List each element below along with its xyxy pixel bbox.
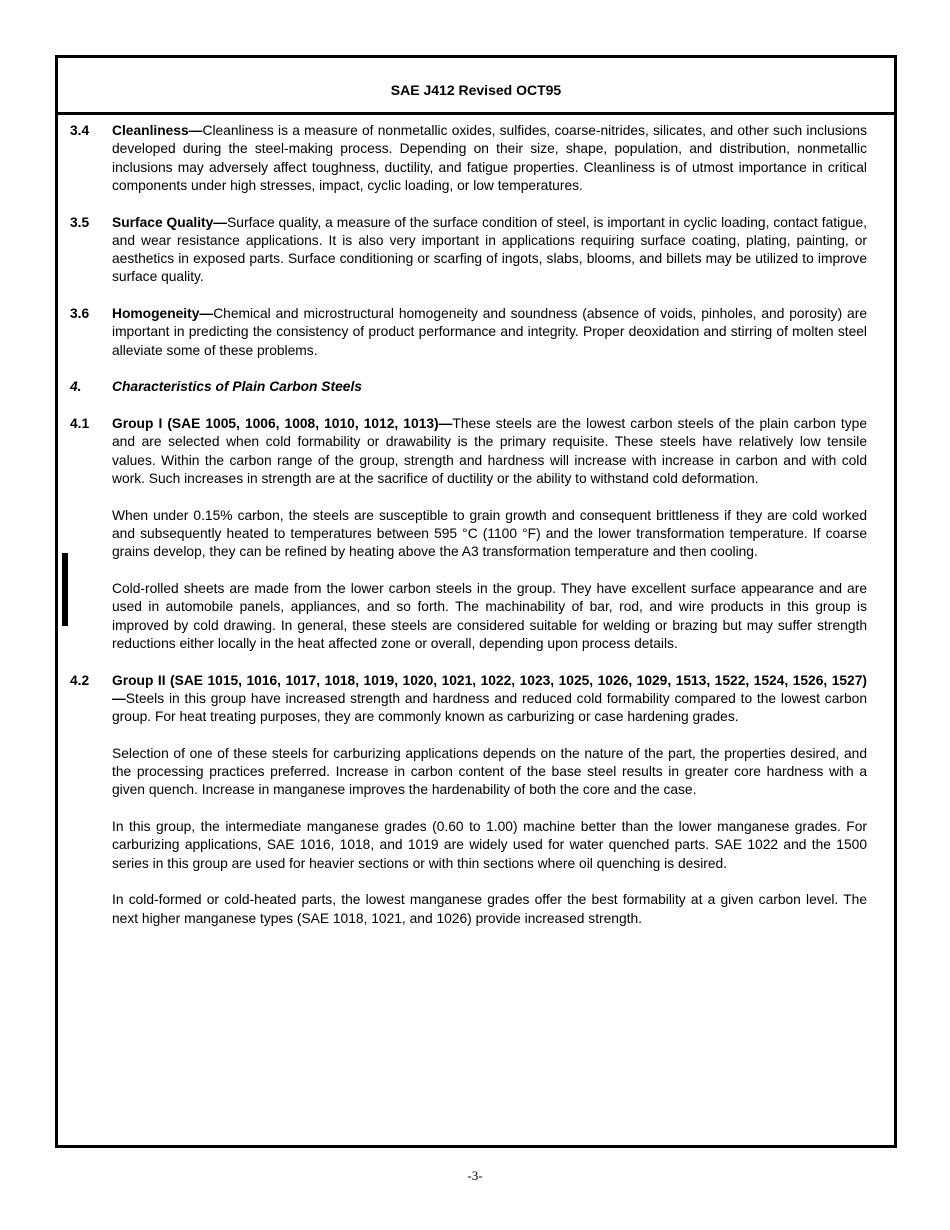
section-text: These steels are the lowest carbon steels of the plain carbon type and are selected when cold formability or drawability is the primary requisite. These steels have relatively low tensile values. Within the carbon range of the group, strength and hardness will increase with increase in carbon and with cold work. Such increases in strength are at the sacrifice of ductility or the ability to withstand cold deformation. xyxy=(112,416,868,487)
paragraph xyxy=(112,214,867,287)
paragraph: In this group, the intermediate manganese grades (0.60 to 1.00) machine better than the lower manganese grades. For carburizing applications, SAE 1016, 1018, and 1019 are widely used for water quenched parts. SAE 1022 and the 1500 series in this group are used for heavier sections or with thin sections where oil quenching is desired. xyxy=(112,819,867,871)
revision-change-bar xyxy=(62,553,68,626)
section-number: 3.5 xyxy=(70,214,90,230)
section-title: Surface Quality— xyxy=(112,214,228,230)
paragraph: Selection of one of these steels for carburizing applications depends on the nature of the part, the properties desired, and the processing practices preferred. Increase in carbon content of the base steel results in greater core hardness with a given quench. Increase in manganese improves the hardenability of both the core and the case. xyxy=(112,745,867,798)
section-number: 3.6 xyxy=(70,306,90,322)
section-title: Group I (SAE 1005, 1006, 1008, 1010, 1012, 1013)— xyxy=(112,416,453,432)
page-number: -3- xyxy=(467,1168,483,1183)
paragraph xyxy=(112,122,867,195)
section-title: Homogeneity— xyxy=(112,306,214,322)
paragraph xyxy=(112,672,867,727)
section-title: Group II (SAE 1015, 1016, 1017, 1018, 1019, 1020, 1021, 1022, 1023, 1025, 1026, 1029, 1513, 1522, 1524, 1526, 1527)— xyxy=(112,672,867,706)
section-number: 3.4 xyxy=(70,123,90,138)
section-4-2 xyxy=(70,672,867,928)
section-4-1 xyxy=(70,415,867,653)
section-text: Chemical and microstructural homogeneity and soundness (absence of voids, pinholes, and porosity) are important in predicting the consistency of product performance and integrity. Proper deoxidation and stirring of molten steel alleviate some of these problems. xyxy=(112,306,867,358)
paragraph xyxy=(112,415,867,488)
section-3-5 xyxy=(70,214,867,287)
paragraph: When under 0.15% carbon, the steels are susceptible to grain growth and consequent brittleness if they are cold worked and subsequently heated to temperatures between 595 °C (1100 °F) and the lower transformation temperature. If coarse grains develop, they can be refined by heating above the A3 transformation temperature and then cooling. xyxy=(112,507,867,560)
section-3-4 xyxy=(70,122,867,195)
document-title: SAE J412 Revised OCT95 xyxy=(390,82,562,98)
document-header xyxy=(58,58,894,115)
section-heading: Characteristics of Plain Carbon Steels xyxy=(112,379,362,395)
section-4 xyxy=(70,378,867,396)
document-body xyxy=(70,122,867,946)
paragraph xyxy=(112,305,867,360)
paragraph: In cold-formed or cold-heated parts, the lowest manganese grades offer the best formability at a given carbon level. The next higher manganese types (SAE 1018, 1021, and 1026) provide increased strength. xyxy=(112,892,867,926)
section-text: Cleanliness is a measure of nonmetallic oxides, sulfides, coarse-nitrides, silicates, and other such inclusions developed during the steel-making process. Depending on their size, shape, population, and distribution, nonmetallic inclusions may adversely affect toughness, ductility, and fatigue properties. Cleanliness is of utmost importance in critical components under high stresses, impact, cyclic loading, or low temperatures. xyxy=(112,123,867,193)
section-3-6 xyxy=(70,305,867,360)
section-text: Surface quality, a measure of the surface condition of steel, is important in cyclic loading, contact fatigue, and wear resistance applications. It is also very important in applications requiring surface coating, plating, painting, or aesthetics in exposed parts. Surface conditioning or scarfing of ingots, slabs, blooms, and billets may be utilized to improve surface quality. xyxy=(112,214,867,285)
paragraph: Cold-rolled sheets are made from the lower carbon steels in the group. They have excellent surface appearance and are used in automobile panels, appliances, and so forth. The machinability of bar, rod, and wire products in this group is improved by cold drawing. In general, these steels are considered suitable for welding or brazing but may suffer strength reductions either locally in the heat affected zone or overall, depending upon process details. xyxy=(112,580,867,651)
section-number: 4. xyxy=(70,379,82,395)
section-text: Steels in this group have increased strength and hardness and reduced cold formability compared to the lowest carbon group. For heat treating purposes, they are commonly known as carburizing or case hardening grades. xyxy=(112,690,867,725)
section-title: Cleanliness— xyxy=(112,123,203,138)
section-number: 4.2 xyxy=(70,672,90,688)
section-number: 4.1 xyxy=(70,416,90,432)
